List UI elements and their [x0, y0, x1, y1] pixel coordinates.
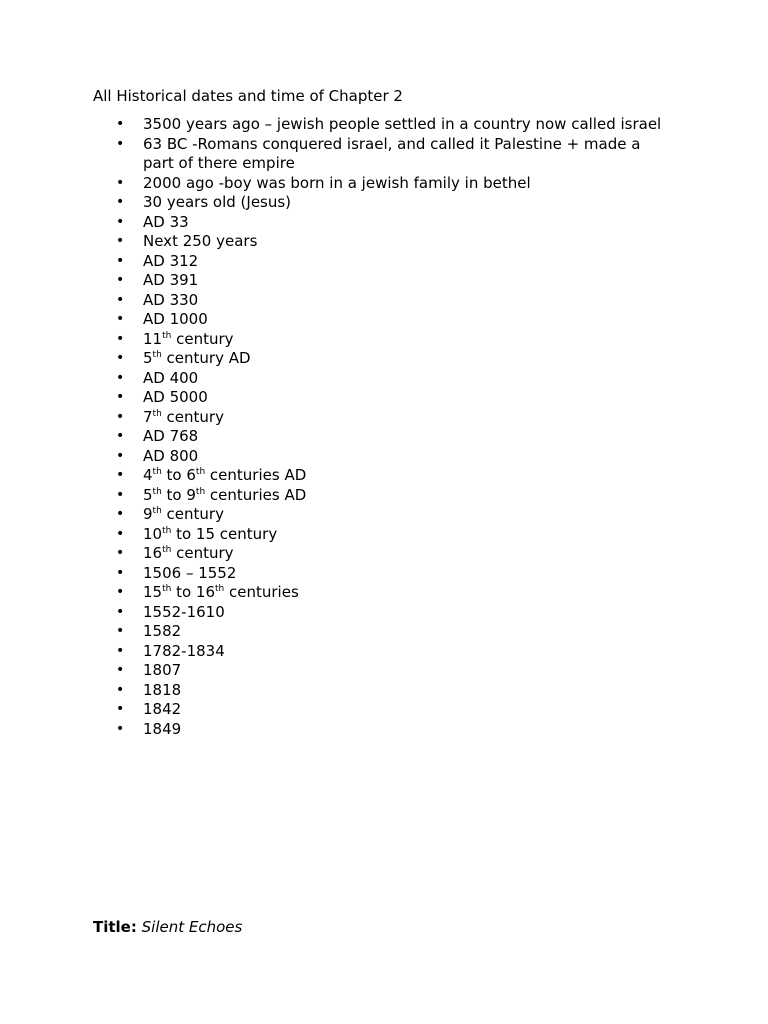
text-segment: 1818 — [143, 680, 182, 699]
text-segment: 1807 — [143, 661, 182, 679]
list-item — [0, 466, 673, 486]
bullet-icon: • — [116, 584, 125, 600]
ordinal-suffix: th — [162, 545, 172, 555]
text-segment: centuries AD — [205, 466, 307, 484]
list-item-text — [143, 115, 661, 133]
list-item — [0, 661, 673, 681]
list-item-text — [143, 700, 181, 718]
list-item-text — [143, 271, 198, 289]
list-item — [0, 720, 673, 740]
list-item — [0, 213, 673, 233]
bullet-icon: • — [116, 272, 125, 288]
bullet-icon: • — [116, 311, 125, 327]
bullet-icon: • — [116, 252, 125, 269]
text-segment: 10 — [143, 524, 163, 543]
list-item — [0, 310, 673, 330]
text-segment: 1849 — [143, 719, 182, 738]
bullet-icon: • — [116, 233, 125, 249]
list-item-text — [143, 486, 306, 504]
text-segment: 15 — [143, 583, 163, 601]
text-segment: 1582 — [143, 622, 182, 640]
bullet-icon: • — [116, 389, 125, 405]
text-segment: AD 1000 — [143, 310, 208, 328]
ordinal-suffix: th — [195, 467, 206, 477]
list-item — [0, 427, 673, 447]
list-item-text — [143, 174, 531, 192]
text-segment: 3500 years ago – jewish people settled in a country now called israel — [143, 115, 662, 133]
list-item-text — [143, 583, 299, 601]
list-item-text — [143, 291, 198, 309]
list-item — [0, 388, 673, 408]
text-segment: 4 — [143, 466, 153, 484]
text-segment: centuries AD — [205, 485, 307, 504]
list-item — [0, 525, 673, 545]
list-item — [0, 505, 673, 525]
text-segment: AD 5000 — [143, 388, 208, 406]
bullet-icon: • — [116, 330, 125, 347]
ordinal-suffix: th — [152, 350, 162, 360]
list-item-text — [143, 622, 181, 640]
bullet-icon: • — [116, 623, 125, 639]
list-item — [0, 642, 673, 662]
historical-dates-list — [0, 115, 768, 739]
document-heading: All Historical dates and time of Chapter 2 — [93, 87, 403, 105]
list-item — [0, 447, 673, 467]
list-item — [0, 544, 673, 564]
text-segment: 5 — [143, 349, 153, 367]
text-segment: century — [161, 505, 224, 523]
list-item-text — [143, 252, 198, 270]
list-item — [0, 135, 673, 174]
list-item-text — [143, 466, 306, 484]
list-item-text — [143, 213, 189, 231]
ordinal-suffix: th — [162, 525, 172, 536]
list-item — [0, 291, 673, 311]
list-item-text — [143, 408, 224, 426]
bullet-icon: • — [116, 662, 125, 678]
ordinal-suffix: th — [152, 486, 162, 497]
text-segment: 1552-1610 — [143, 602, 225, 621]
list-item — [0, 681, 673, 701]
text-segment: 11 — [143, 329, 163, 348]
list-item — [0, 271, 673, 291]
text-segment: centuries — [224, 583, 299, 601]
text-segment: 7 — [143, 407, 153, 426]
ordinal-suffix: th — [215, 584, 225, 594]
bullet-icon: • — [116, 701, 125, 717]
text-segment: to 9 — [161, 485, 196, 504]
list-item — [0, 174, 673, 194]
list-item-text — [143, 427, 198, 445]
bullet-icon: • — [116, 213, 125, 230]
list-item — [0, 564, 673, 584]
list-item — [0, 408, 673, 428]
bullet-icon: • — [116, 681, 125, 698]
list-item — [0, 193, 673, 213]
text-segment: AD 391 — [143, 271, 199, 289]
ordinal-suffix: th — [195, 486, 206, 497]
list-item — [0, 115, 673, 135]
list-item-text — [143, 642, 225, 660]
list-item-text — [143, 193, 291, 211]
list-item — [0, 700, 673, 720]
text-segment: to 15 century — [171, 524, 278, 543]
bullet-icon: • — [116, 545, 125, 561]
ordinal-suffix: th — [152, 408, 162, 419]
bullet-icon: • — [116, 642, 125, 659]
list-item — [0, 603, 673, 623]
list-item — [0, 486, 673, 506]
list-item-text — [143, 505, 224, 523]
list-item — [0, 349, 673, 369]
text-segment: 9 — [143, 505, 153, 523]
bullet-icon: • — [116, 369, 125, 386]
text-segment: AD 400 — [143, 368, 199, 387]
title-line — [93, 917, 242, 937]
bullet-icon: • — [116, 467, 125, 483]
bullet-icon: • — [116, 720, 125, 737]
ordinal-suffix: th — [162, 330, 172, 341]
list-item — [0, 583, 673, 603]
list-item-text — [143, 369, 198, 387]
text-segment: 1782-1834 — [143, 641, 225, 660]
bullet-icon: • — [116, 603, 125, 620]
list-item — [0, 622, 673, 642]
list-item-text — [143, 232, 257, 250]
title-label: Title: — [93, 918, 137, 936]
list-item-text — [143, 330, 234, 348]
list-item-text — [143, 544, 234, 562]
text-segment: AD 800 — [143, 446, 199, 465]
text-segment: 1506 – 1552 — [143, 563, 237, 582]
list-item — [0, 232, 673, 252]
list-item-text — [143, 349, 251, 367]
list-item-text — [143, 661, 181, 679]
text-segment: 1842 — [143, 700, 182, 718]
bullet-icon: • — [116, 116, 125, 132]
bullet-icon: • — [116, 428, 125, 444]
bullet-icon: • — [116, 291, 125, 308]
list-item — [0, 252, 673, 272]
title-value: Silent Echoes — [141, 918, 243, 936]
text-segment: century — [171, 544, 234, 562]
ordinal-suffix: th — [162, 584, 172, 594]
text-segment: century — [171, 329, 234, 348]
text-segment: 30 years old (Jesus) — [143, 193, 292, 211]
text-segment: AD 330 — [143, 290, 199, 309]
bullet-icon: • — [116, 447, 125, 464]
text-segment: Next 250 years — [143, 232, 258, 250]
bullet-icon: • — [116, 135, 125, 152]
bullet-icon: • — [116, 350, 125, 366]
text-segment: 16 — [143, 544, 163, 562]
text-segment: 5 — [143, 485, 153, 504]
text-segment: century — [161, 407, 224, 426]
list-item-text — [143, 564, 236, 582]
list-item-text — [143, 310, 208, 328]
list-item-text — [143, 447, 198, 465]
bullet-icon: • — [116, 525, 125, 542]
bullet-icon: • — [116, 564, 125, 581]
bullet-icon: • — [116, 194, 125, 210]
bullet-icon: • — [116, 408, 125, 425]
text-segment: century AD — [161, 349, 251, 367]
text-segment: 63 BC -Romans conquered israel, and called it Palestine + made a part of there empire — [143, 134, 641, 172]
list-item-text — [143, 681, 181, 699]
text-segment: to 16 — [171, 583, 216, 601]
bullet-icon: • — [116, 486, 125, 503]
text-segment: AD 768 — [143, 427, 199, 445]
list-item-text — [143, 720, 181, 738]
list-item-text — [143, 603, 225, 621]
text-segment: AD 312 — [143, 251, 199, 270]
bullet-icon: • — [116, 174, 125, 191]
text-segment: 2000 ago -boy was born in a jewish family in bethel — [143, 173, 531, 192]
list-item-text — [143, 135, 640, 173]
text-segment: AD 33 — [143, 212, 189, 231]
ordinal-suffix: th — [152, 506, 162, 516]
list-item-text — [143, 525, 277, 543]
list-item — [0, 330, 673, 350]
list-item — [0, 369, 673, 389]
list-item-text — [143, 388, 208, 406]
text-segment: to 6 — [161, 466, 196, 484]
bullet-icon: • — [116, 506, 125, 522]
ordinal-suffix: th — [152, 467, 162, 477]
